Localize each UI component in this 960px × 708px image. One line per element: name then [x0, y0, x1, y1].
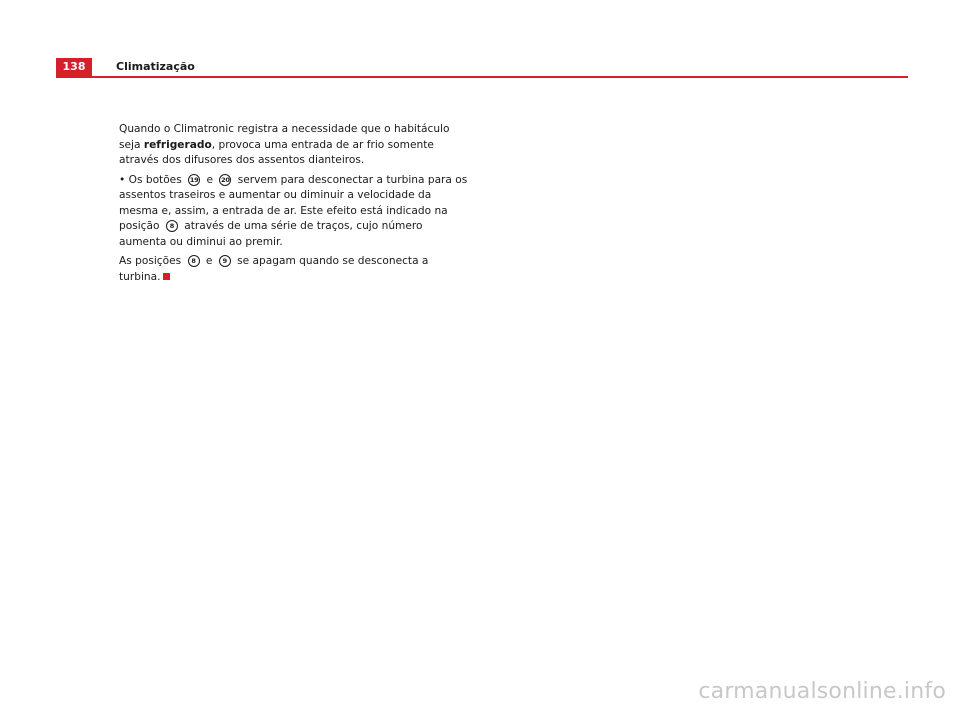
watermark: carmanualsonline.info: [698, 679, 946, 704]
page-number: 138: [56, 58, 92, 76]
paragraph-2-text-d: através de uma série de traços, cujo número aumenta ou diminui ao premir.: [119, 220, 423, 248]
paragraph-1-text-a: Quando o Climatronic registra a necessidade que o habitáculo seja: [119, 123, 450, 151]
ref-circle-8: 8: [166, 220, 178, 232]
body-text: [119, 122, 471, 289]
paragraph-2: [119, 173, 471, 251]
end-of-section-icon: [163, 273, 170, 280]
paragraph-3-text-c: se apagam quando se desconecta a turbina.: [119, 255, 429, 283]
paragraph-2-text-c: servem para desconectar a turbina para os assentos traseiros e aumentar ou diminuir a velocidade da mesma e, assim, a entrada de ar. Este efeito está indicado na posição: [119, 173, 468, 232]
paragraph-1-bold: refrigerado: [143, 138, 212, 151]
ref-circle-19: 19: [189, 175, 199, 184]
paragraph-3-text-b: e: [202, 255, 216, 267]
page-title: Climatização: [116, 60, 195, 73]
ref-circle-8-b: 8: [188, 255, 200, 267]
bullet: •: [119, 173, 126, 186]
paragraph-3-text-a: As posições: [119, 255, 185, 267]
page-header: [56, 58, 908, 77]
ref-circle-20: 20: [221, 175, 230, 184]
header-rule: [56, 76, 908, 78]
paragraph-2-text-b: e: [203, 173, 217, 186]
paragraph-1: [119, 122, 471, 169]
paragraph-3: [119, 254, 471, 285]
ref-circle-9: 9: [219, 255, 231, 267]
paragraph-2-text-a: Os botões: [125, 173, 186, 186]
paragraph-1-text-b: , provoca uma entrada de ar frio somente através dos difusores dos assentos dianteiros.: [119, 138, 434, 166]
